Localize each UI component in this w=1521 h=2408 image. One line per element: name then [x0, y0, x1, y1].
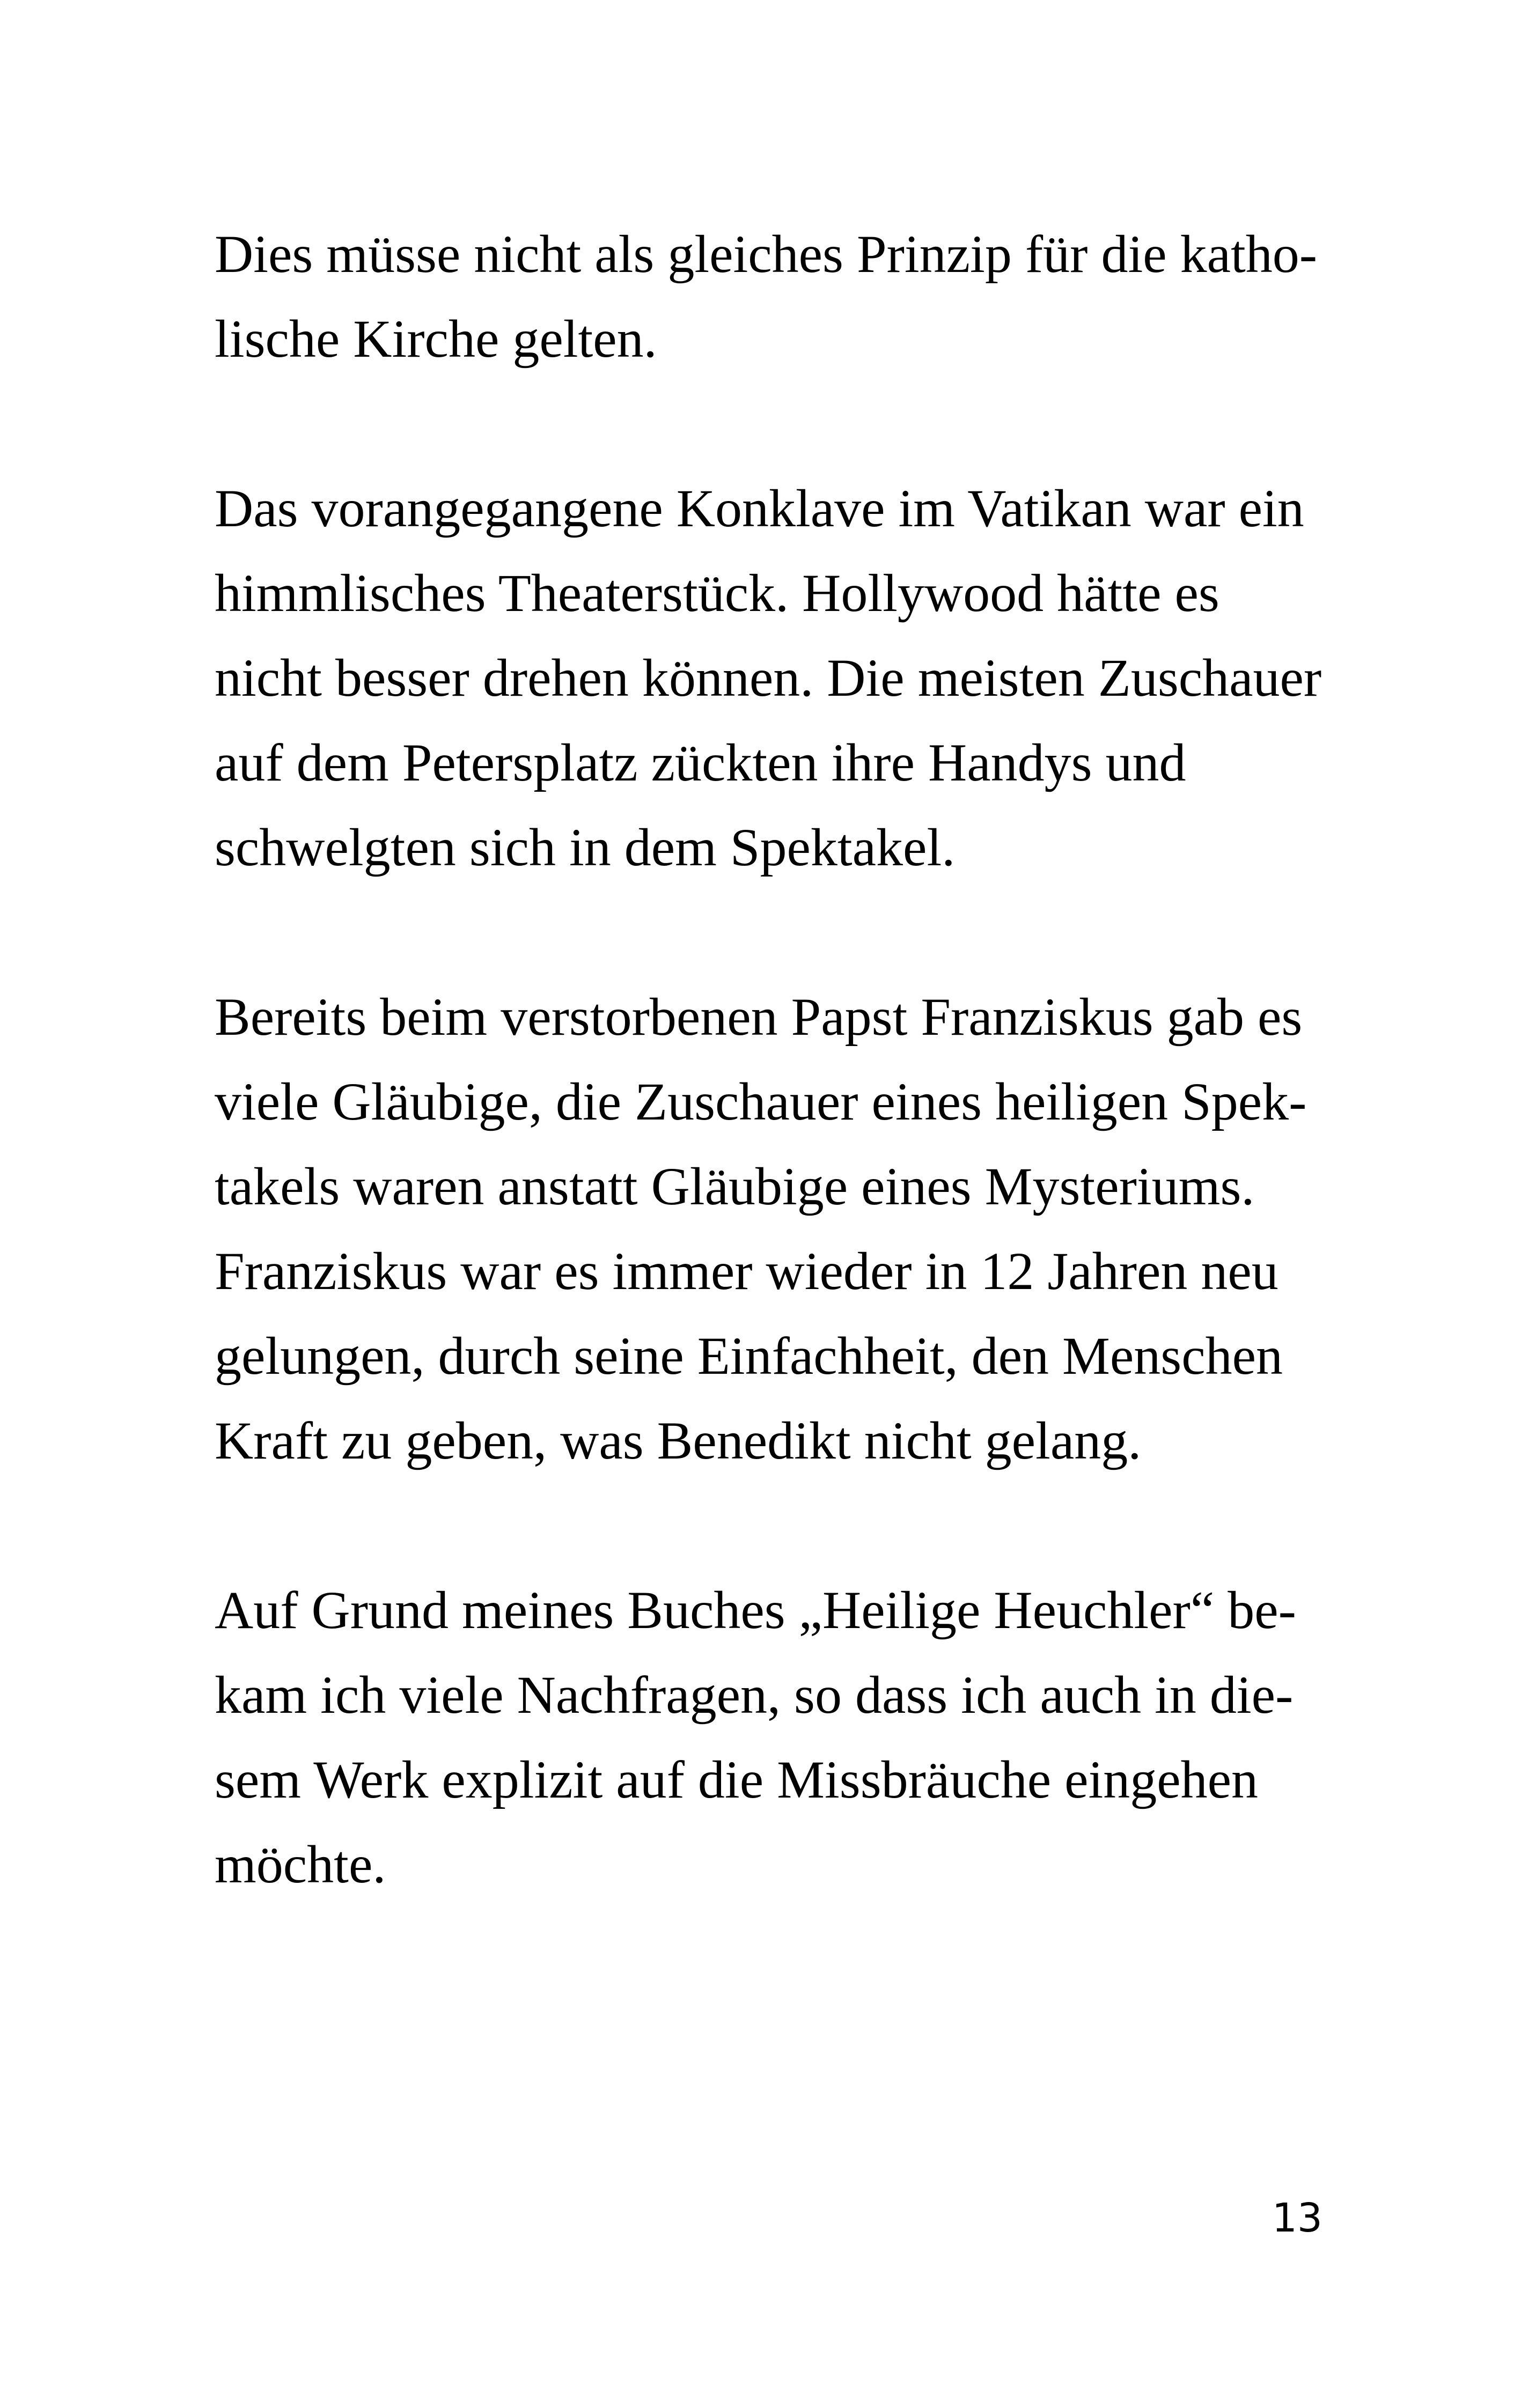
- text-line: Dies müsse nicht als gleiches Prinzip für die katho-: [215, 224, 1318, 284]
- text-line: Das vorangegangene Konklave im Vatikan war ein: [215, 478, 1304, 538]
- text-line: gelungen, durch seine Einfachheit, den Menschen: [215, 1326, 1283, 1386]
- text-line: möchte.: [215, 1835, 386, 1894]
- text-line: auf dem Petersplatz zückten ihre Handys und: [215, 733, 1186, 792]
- text-line: lische Kirche gelten.: [215, 309, 657, 369]
- text-line: Auf Grund meines Buches „Heilige Heuchler“ be-: [215, 1580, 1296, 1640]
- text-line: Kraft zu geben, was Benedikt nicht gelang.: [215, 1411, 1142, 1470]
- text-line: takels waren anstatt Gläubige eines Mysteriums.: [215, 1157, 1255, 1216]
- paragraph-2: [215, 466, 1331, 890]
- text-line: sem Werk explizit auf die Missbräuche eingehen: [215, 1750, 1259, 1809]
- paragraph-3: [215, 975, 1331, 1483]
- text-line: schwelgten sich in dem Spektakel.: [215, 818, 956, 877]
- text-line: Bereits beim verstorbenen Papst Franziskus gab es: [215, 987, 1303, 1047]
- text-line: Franziskus war es immer wieder in 12 Jahren neu: [215, 1241, 1278, 1301]
- body-text: [215, 212, 1331, 1992]
- text-line: viele Gläubige, die Zuschauer eines heiligen Spek-: [215, 1072, 1307, 1131]
- page-number: 13: [1272, 2195, 1322, 2241]
- paragraph-4: [215, 1568, 1331, 1907]
- paragraph-1: [215, 212, 1331, 381]
- text-line: kam ich viele Nachfragen, so dass ich auch in die-: [215, 1665, 1294, 1725]
- text-line: himmlisches Theaterstück. Hollywood hätte es: [215, 563, 1219, 623]
- text-line: nicht besser drehen können. Die meisten Zuschauer: [215, 648, 1322, 708]
